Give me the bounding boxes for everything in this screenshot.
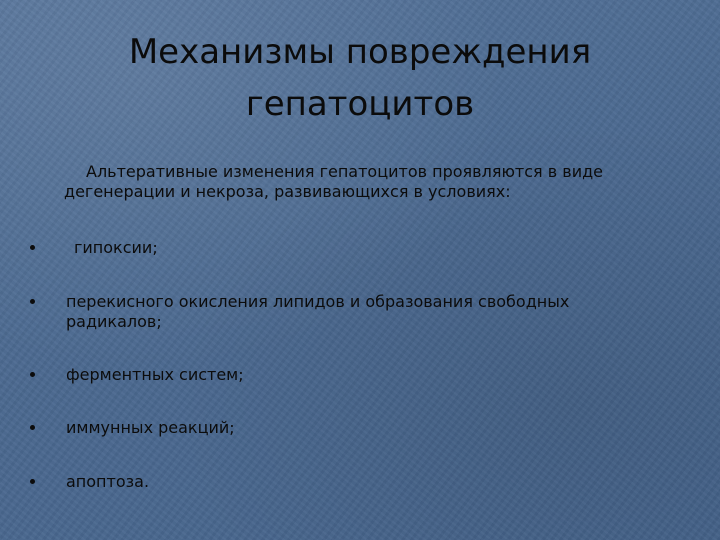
bullet-dot-icon bbox=[30, 299, 35, 304]
slide-title-line-2: гепатоцитов bbox=[245, 84, 475, 124]
bullet-dot-icon bbox=[30, 372, 35, 377]
intro-line-1: Альтеративные изменения гепатоцитов проявляются в виде bbox=[86, 162, 603, 181]
bullet-text bbox=[66, 292, 666, 332]
bullet-text-line-1: перекисного окисления липидов и образования свободных bbox=[66, 292, 570, 311]
intro-line-2: дегенерации и некроза, развивающихся в условиях: bbox=[64, 182, 511, 201]
bullet-dot-icon bbox=[30, 245, 35, 250]
intro-paragraph bbox=[64, 162, 674, 202]
slide-title-line-1: Механизмы повреждения bbox=[128, 32, 592, 72]
bullet-text: гипоксии; bbox=[74, 238, 158, 257]
bullet-text-line-2: радикалов; bbox=[66, 312, 162, 331]
slide-title bbox=[60, 26, 660, 130]
bullet-dot-icon bbox=[30, 479, 35, 484]
bullet-text: ферментных систем; bbox=[66, 365, 244, 384]
bullet-text: апоптоза. bbox=[66, 472, 150, 491]
bullet-text: иммунных реакций; bbox=[66, 418, 235, 437]
bullet-dot-icon bbox=[30, 425, 35, 430]
